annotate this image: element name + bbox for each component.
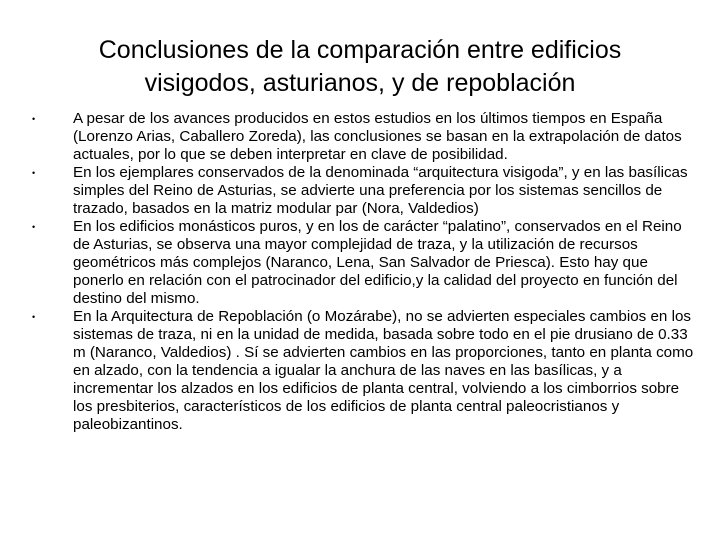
bullet-item-3 bbox=[28, 218, 700, 308]
slide-title bbox=[40, 34, 680, 100]
slide-title-line-1: Conclusiones de la comparación entre edificios bbox=[98, 36, 622, 64]
bullet-dot-icon: • bbox=[32, 312, 36, 322]
bullet-text-2: En los ejemplares conservados de la denominada “arquitectura visigoda”, y en las basílicas simples del Reino de Asturias, se advierte una preferencia por los sistemas sencillos de trazado, basados en la matriz modular par (Nora, Valdedios) bbox=[73, 164, 688, 217]
bullet-dot-icon: • bbox=[32, 168, 36, 178]
bullet-item-4 bbox=[28, 308, 700, 434]
bullet-text-4: En la Arquitectura de Repoblación (o Mozárabe), no se advierten especiales cambios en los sistemas de traza, ni en la unidad de medida, basada sobre todo en el pie drusiano de 0.33 m (Naranco, Valdedios) . Sí se advierten cambios en las proporciones, tanto en planta como en alzado, con la tendencia a igualar la anchura de las naves en las basílicas, y a incrementar los alzados en los edificios de planta central, volviendo a los cimborrios sobre los presbiterios, característicos de los edificios de planta central paleocristianos y paleobizantinos. bbox=[73, 308, 694, 433]
bullet-text-1: A pesar de los avances producidos en estos estudios en los últimos tiempos en España (Lorenzo Arias, Caballero Zoreda), las conclusiones se basan en la extrapolación de datos actuales, por lo que se deben interpretar en clave de posibilidad. bbox=[73, 110, 682, 163]
bullet-text-3: En los edificios monásticos puros, y en los de carácter “palatino”, conservados en el Reino de Asturias, se observa una mayor complejidad de traza, y la utilización de recursos geométricos más complejos (Naranco, Lena, San Salvador de Priesca). Esto hay que ponerlo en relación con el patrocinador del edificio,y la calidad del proyecto en función del destino del mismo. bbox=[73, 218, 682, 307]
slide-title-line-2: visigodos, asturianos, y de repoblación bbox=[144, 69, 576, 97]
bullet-item-1 bbox=[28, 110, 700, 164]
bullet-list bbox=[28, 110, 700, 434]
bullet-dot-icon: • bbox=[32, 222, 36, 232]
bullet-dot-icon: • bbox=[32, 114, 36, 124]
bullet-item-2 bbox=[28, 164, 700, 218]
